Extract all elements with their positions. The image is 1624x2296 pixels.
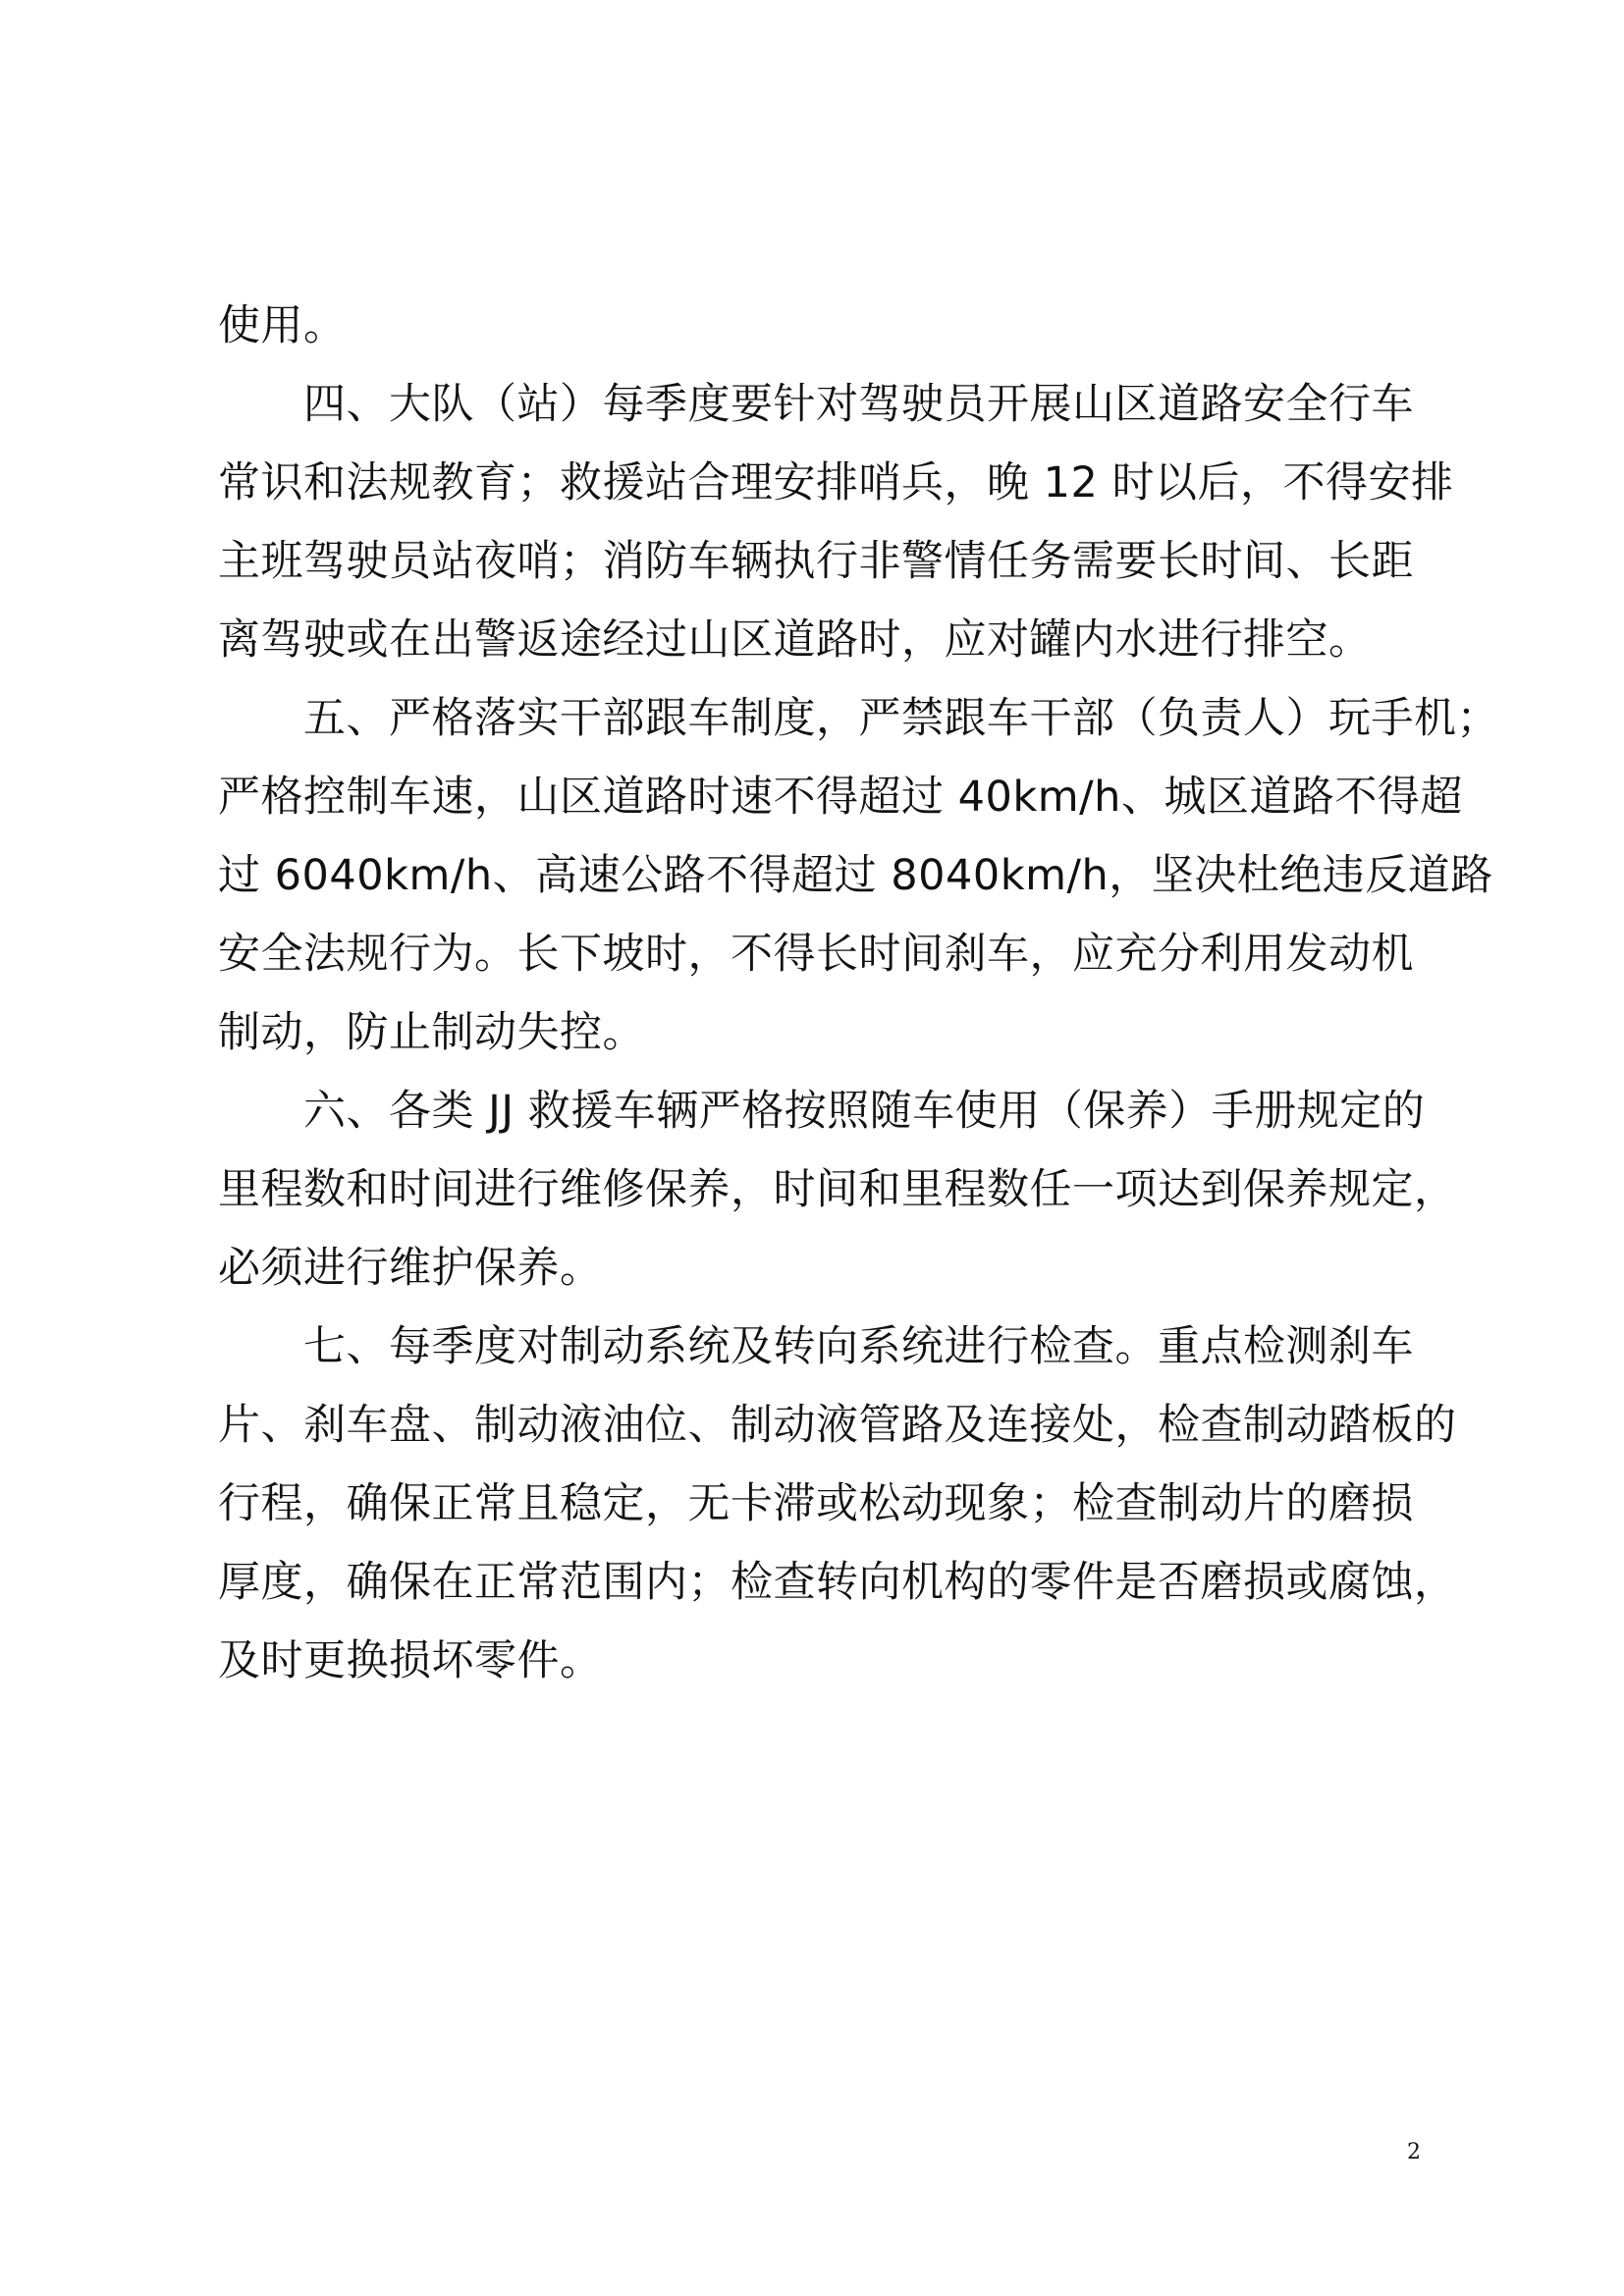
text-line: 七、每季度对制动系统及转向系统进行检查。重点检测刹车 xyxy=(218,1322,1414,1371)
paragraph-item-4 xyxy=(218,365,1454,679)
text-line: 必须进行维护保养。 xyxy=(218,1244,603,1293)
text-line: 四、大队（站）每季度要针对驾驶员开展山区道路安全行车 xyxy=(218,380,1414,429)
text-line: 及时更换损坏零件。 xyxy=(218,1636,603,1685)
paragraph-item-5 xyxy=(218,679,1499,1072)
paragraph-item-6 xyxy=(218,1072,1457,1308)
paragraph-item-7 xyxy=(218,1308,1457,1700)
text-line: 常识和法规教育；救援站合理安排哨兵，晚 12 时以后，不得安排 xyxy=(218,458,1454,507)
text-line: 厚度，确保在正常范围内；检查转向机构的零件是否磨损或腐蚀， xyxy=(218,1558,1457,1607)
body-text xyxy=(218,287,1499,1700)
text-line: 行程，确保正常且稳定，无卡滞或松动现象；检查制动片的磨损 xyxy=(218,1479,1414,1528)
text-line: 片、刹车盘、制动液油位、制动液管路及连接处，检查制动踏板的 xyxy=(218,1401,1457,1450)
text-line: 安全法规行为。长下坡时，不得长时间刹车，应充分利用发动机 xyxy=(218,930,1414,979)
text-line: 主班驾驶员站夜哨；消防车辆执行非警情任务需要长时间、长距 xyxy=(218,537,1414,586)
text-line: 里程数和时间进行维修保养，时间和里程数任一项达到保养规定， xyxy=(218,1165,1457,1214)
text-line: 制动，防止制动失控。 xyxy=(218,1008,645,1057)
text-line: 五、严格落实干部跟车制度，严禁跟车干部（负责人）玩手机； xyxy=(218,694,1499,743)
text-line: 严格控制车速，山区道路时速不得超过 40km/h、城区道路不得超 xyxy=(218,773,1463,822)
text-line: 过 6040km/h、高速公路不得超过 8040km/h，坚决杜绝违反道路 xyxy=(218,851,1493,900)
text-line: 六、各类 JJ 救援车辆严格按照随车使用（保养）手册规定的 xyxy=(218,1087,1426,1136)
paragraph-continuation xyxy=(218,287,1426,365)
text-line: 离驾驶或在出警返途经过山区道路时，应对罐内水进行排空。 xyxy=(218,615,1372,665)
text-line: 使用。 xyxy=(218,301,347,350)
page-number: 2 xyxy=(1407,2140,1421,2164)
